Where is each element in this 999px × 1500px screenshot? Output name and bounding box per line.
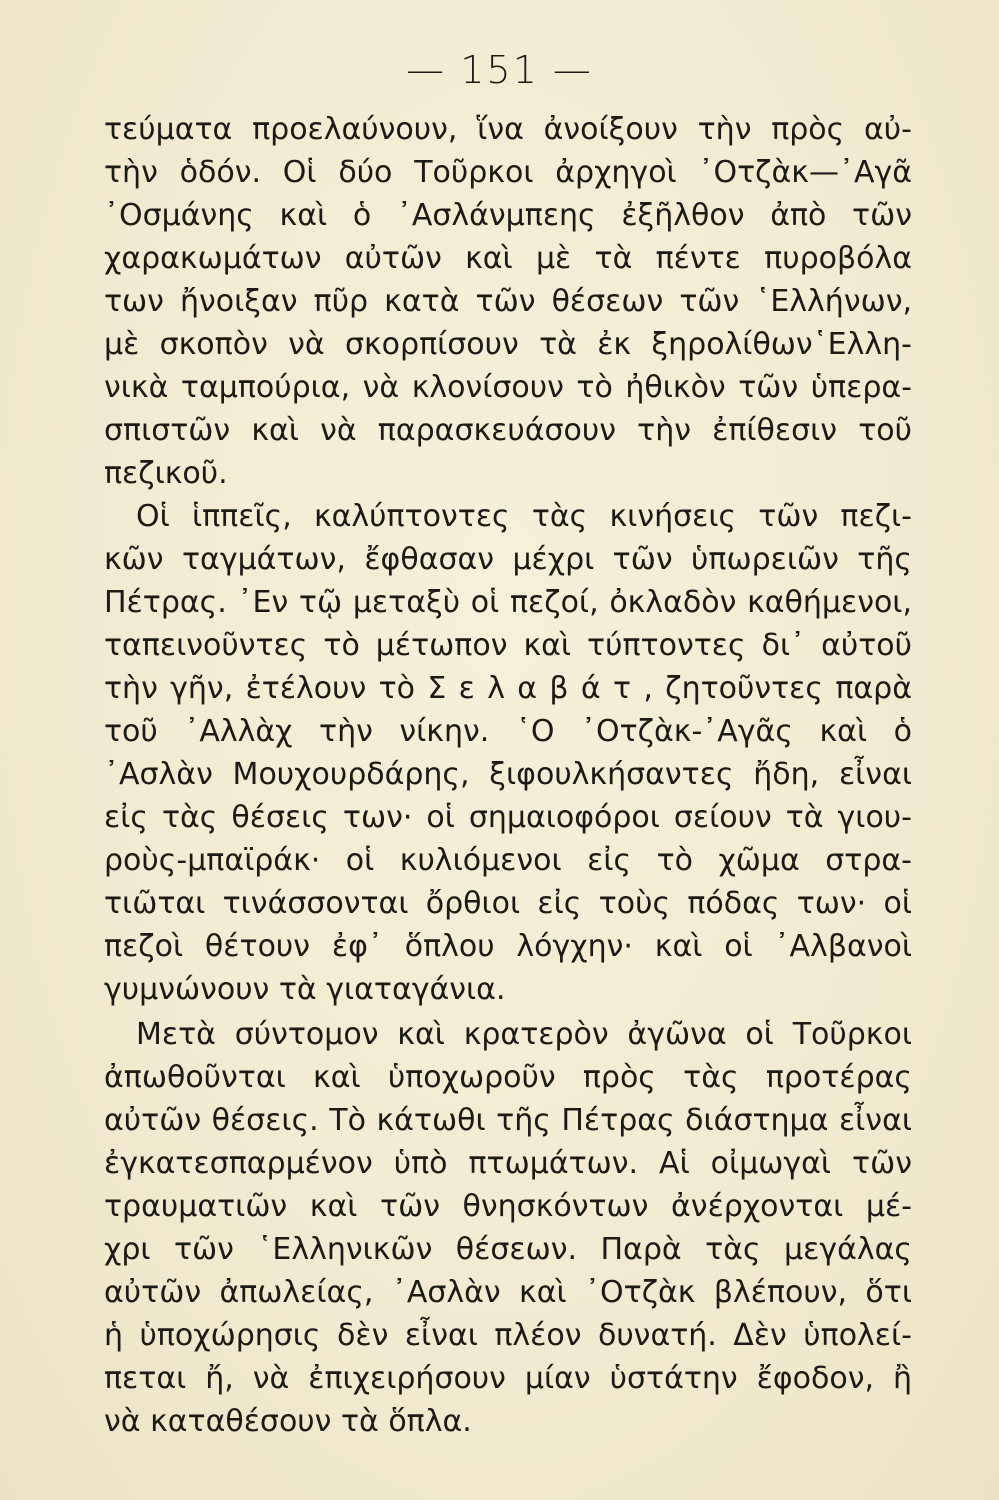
text-line: ταπεινοῦντες τὸ μέτωπον καὶ τύπτοντες δι᾿ αὐτοῦ bbox=[104, 628, 912, 663]
text-line: τὴν ὁδόν. Οἱ δύο Τοῦρκοι ἀρχηγοὶ ᾿Οτζὰκ—᾿Αγᾶ bbox=[104, 155, 912, 190]
text-line: κῶν ταγμάτων, ἔφθασαν μέχρι τῶν ὑπωρειῶν τῆς bbox=[104, 542, 912, 577]
text-line: Οἱ ἱππεῖς, καλύπτοντες τὰς κινήσεις τῶν πεζι- bbox=[136, 499, 912, 534]
text-line: Πέτρας. ᾿Εν τῷ μεταξὺ οἱ πεζοί, ὀκλαδὸν καθήμενοι, bbox=[104, 585, 912, 620]
text-line: χαρακωμάτων αὐτῶν καὶ μὲ τὰ πέντε πυροβόλα bbox=[104, 241, 912, 276]
text-line: ᾿Οσμάνης καὶ ὁ ᾿Ασλάνμπεης ἐξῆλθον ἀπὸ τῶν bbox=[104, 198, 912, 233]
paragraph-2 bbox=[104, 1013, 912, 1443]
text-line: των ἤνοιξαν πῦρ κατὰ τῶν θέσεων τῶν ῾Ελλήνων, bbox=[104, 284, 912, 319]
text-line: νικὰ ταμπούρια, νὰ κλονίσουν τὸ ἠθικὸν τῶν ὑπερα- bbox=[104, 370, 912, 405]
text-line: Μετὰ σύντομον καὶ κρατερὸν ἀγῶνα οἱ Τοῦρκοι bbox=[136, 1017, 912, 1052]
text-line: εἰς τὰς θέσεις των· οἱ σημαιοφόροι σείουν τὰ γιου- bbox=[104, 800, 912, 835]
text-line: πεζικοῦ. bbox=[104, 456, 228, 491]
text-line: ἀπωθοῦνται καὶ ὑποχωροῦν πρὸς τὰς προτέρας bbox=[104, 1060, 912, 1095]
text-line: ἡ ὑποχώρησις δὲν εἶναι πλέον δυνατή. Δὲν ὑπολεί- bbox=[104, 1318, 912, 1353]
text-line: σπιστῶν καὶ νὰ παρασκευάσουν τὴν ἐπίθεσιν τοῦ bbox=[104, 413, 912, 448]
text-line: πεζοὶ θέτουν ἐφ᾿ ὅπλου λόγχην· καὶ οἱ ᾿Αλβανοὶ bbox=[104, 929, 912, 964]
text-line: ᾿Ασλὰν Μουχουρδάρης, ξιφουλκήσαντες ἤδη, εἶναι bbox=[104, 757, 912, 792]
text-line: χρι τῶν ῾Ελληνικῶν θέσεων. Παρὰ τὰς μεγάλας bbox=[104, 1232, 912, 1267]
text-line: αὐτῶν ἀπωλείας, ᾿Ασλὰν καὶ ᾿Οτζὰκ βλέπουν, ὅτι bbox=[104, 1275, 912, 1310]
page-number: — 151 — bbox=[406, 48, 593, 92]
text-line: τιῶται τινάσσονται ὄρθιοι εἰς τοὺς πόδας των· οἱ bbox=[104, 886, 912, 921]
text-line: αὐτῶν θέσεις. Τὸ κάτωθι τῆς Πέτρας διάστημα εἶναι bbox=[104, 1103, 912, 1138]
text-line: μὲ σκοπὸν νὰ σκορπίσουν τὰ ἐκ ξηρολίθων῾Ελλη- bbox=[104, 327, 912, 362]
text-line: ἐγκατεσπαρμένον ὑπὸ πτωμάτων. Αἱ οἰμωγαὶ τῶν bbox=[104, 1146, 912, 1181]
text-line: τραυματιῶν καὶ τῶν θνησκόντων ἀνέρχονται μέ- bbox=[104, 1189, 912, 1224]
text-line: νὰ καταθέσουν τὰ ὅπλα. bbox=[104, 1404, 472, 1439]
text-line: τὴν γῆν, ἐτέλουν τὸ Σ ε λ α β ά τ , ζητοῦντες παρὰ bbox=[104, 671, 912, 706]
text-line: τεύματα προελαύνουν, ἵνα ἀνοίξουν τὴν πρὸς αὐ- bbox=[104, 112, 912, 147]
text-line: γυμνώνουν τὰ γιαταγάνια. bbox=[104, 972, 506, 1007]
text-line: πεται ἤ, νὰ ἐπιχειρήσουν μίαν ὑστάτην ἔφοδον, ἢ bbox=[104, 1361, 912, 1396]
paragraph-1 bbox=[104, 108, 912, 1011]
text-line: τοῦ ᾿Αλλὰχ τὴν νίκην. ῾Ο ᾿Οτζὰκ-᾿Αγᾶς καὶ ὁ bbox=[104, 714, 912, 749]
text-line: ροὺς-μπαϊράκ· οἱ κυλιόμενοι εἰς τὸ χῶμα στρα- bbox=[104, 843, 912, 878]
